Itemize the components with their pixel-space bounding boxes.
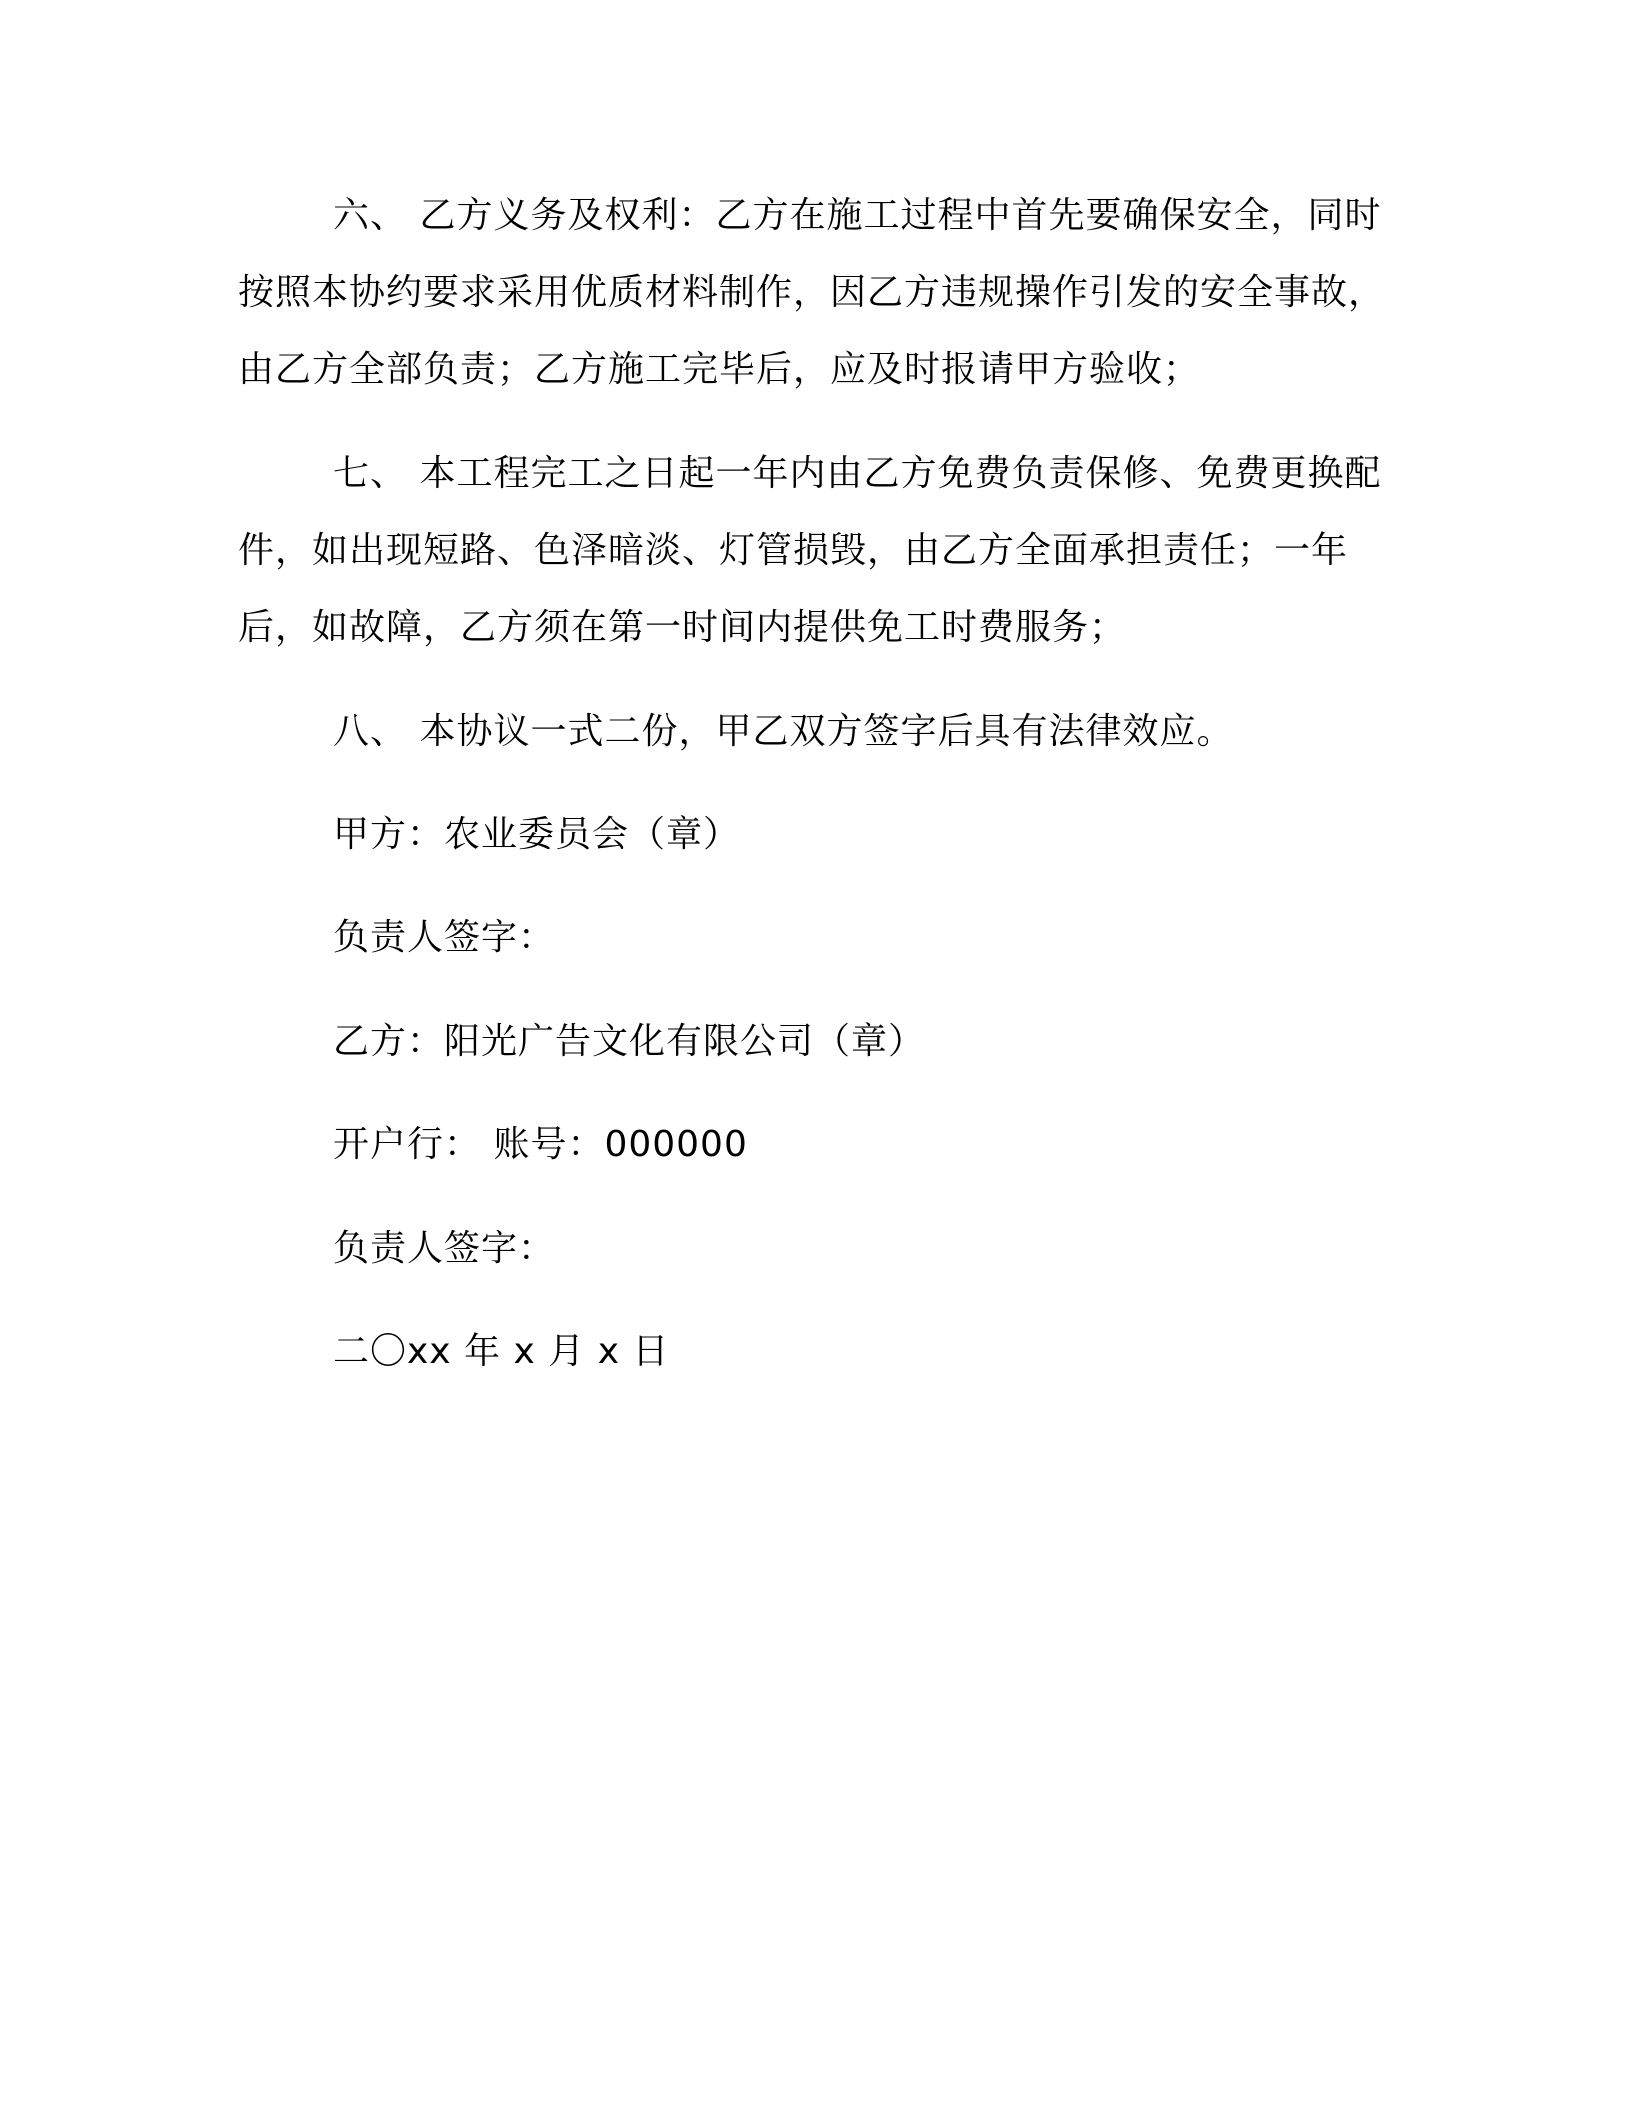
clause-seven-line-2: 件，如出现短路、色泽暗淡、灯管损毁，由乙方全面承担责任；一年 <box>238 530 1349 571</box>
bank-account-line: 开户行： 账号：000000 <box>333 1124 748 1165</box>
party-a-signer-label: 负责人签字： <box>333 917 556 958</box>
party-b-name: 乙方：阳光广告文化有限公司（章） <box>333 1021 926 1062</box>
party-b-signer-label: 负责人签字： <box>333 1228 556 1269</box>
clause-six-line-3: 由乙方全部负责；乙方施工完毕后，应及时报请甲方验收； <box>238 349 1201 390</box>
clause-seven-line-3: 后，如故障，乙方须在第一时间内提供免工时费服务； <box>238 607 1127 648</box>
clause-six-line-2: 按照本协约要求采用优质材料制作，因乙方违规操作引发的安全事故， <box>238 272 1386 313</box>
party-a-name: 甲方：农业委员会（章） <box>333 814 741 855</box>
clause-seven-line-1: 七、 本工程完工之日起一年内由乙方免费负责保修、免费更换配 <box>333 453 1382 494</box>
signing-date: 二〇xx 年 x 月 x 日 <box>333 1331 670 1372</box>
clause-six-line-1: 六、 乙方义务及权利：乙方在施工过程中首先要确保安全，同时 <box>333 195 1382 236</box>
clause-eight-line-1: 八、 本协议一式二份，甲乙双方签字后具有法律效应。 <box>333 711 1234 752</box>
